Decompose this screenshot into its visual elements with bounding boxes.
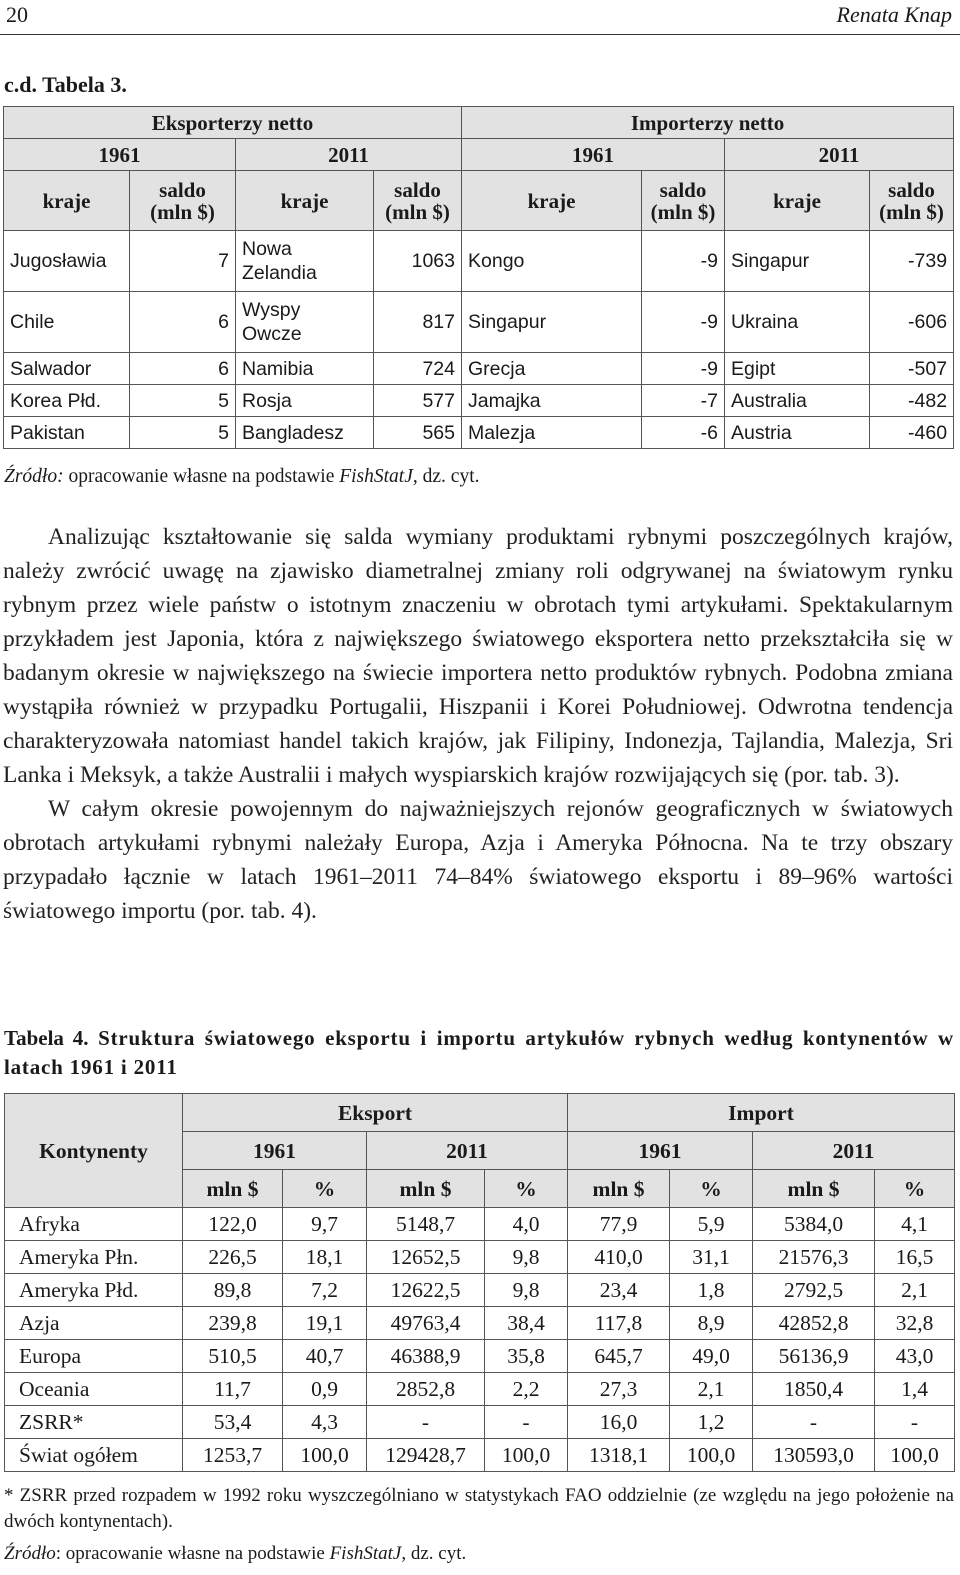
table-row: Oceania 11,7 0,9 2852,8 2,2 27,3 2,1 1850,4 1,4 — [5, 1373, 955, 1406]
header-year: 1961 — [568, 1132, 753, 1170]
header-unit: % — [875, 1170, 955, 1208]
table-row: Europa 510,5 40,7 46388,9 35,8 645,7 49,0 56136,9 43,0 — [5, 1340, 955, 1373]
header-unit: mln $ — [568, 1170, 670, 1208]
header-year: 2011 — [753, 1132, 955, 1170]
table-row: Salwador 6 Namibia 724 Grecja -9 Egipt -507 — [4, 353, 954, 385]
table-row: Pakistan 5 Bangladesz 565 Malezja -6 Austria -460 — [4, 417, 954, 449]
table-row: Afryka 122,0 9,7 5148,7 4,0 77,9 5,9 5384,0 4,1 — [5, 1208, 955, 1241]
header-saldo: saldo (mln $) — [870, 171, 954, 231]
table3-source: Źródło: opracowanie własne na podstawie FishStatJ, dz. cyt. — [4, 466, 480, 487]
table3 — [3, 106, 954, 449]
table-row: Świat ogółem 1253,7 100,0 129428,7 100,0 1318,1 100,0 130593,0 100,0 — [5, 1439, 955, 1472]
header-year: 2011 — [367, 1132, 568, 1170]
header-saldo: saldo (mln $) — [130, 171, 236, 231]
table-row: Chile 6 Wyspy Owcze 817 Singapur -9 Ukraina -606 — [4, 292, 954, 353]
header-exporters: Eksporterzy netto — [4, 107, 462, 139]
header-year: 1961 — [462, 139, 725, 171]
header-saldo: saldo (mln $) — [642, 171, 725, 231]
header-saldo: saldo (mln $) — [374, 171, 462, 231]
table-row: Ameryka Płd. 89,8 7,2 12622,5 9,8 23,4 1,8 2792,5 2,1 — [5, 1274, 955, 1307]
table-row: Korea Płd. 5 Rosja 577 Jamajka -7 Australia -482 — [4, 385, 954, 417]
table-row: Ameryka Płn. 226,5 18,1 12652,5 9,8 410,0 31,1 21576,3 16,5 — [5, 1241, 955, 1274]
header-country: kraje — [725, 171, 870, 231]
table-row: Azja 239,8 19,1 49763,4 38,4 117,8 8,9 42852,8 32,8 — [5, 1307, 955, 1340]
table3-caption: c.d. Tabela 3. — [4, 72, 127, 97]
header-unit: % — [283, 1170, 367, 1208]
paragraph: W całym okresie powojennym do najważniejszych rejonów geograficznych w światowych obrotach artykułami rybnymi należały Europa, Azja i Ameryka Północna. Na te trzy obszary przypadało łącznie w latach 1961–2011 74–84% światowego eksportu i 89–96% wartości światowego importu (por. tab. 4). — [3, 796, 953, 924]
header-country: kraje — [462, 171, 642, 231]
header-unit: mln $ — [753, 1170, 875, 1208]
header-export: Eksport — [183, 1094, 568, 1132]
header-year: 2011 — [236, 139, 462, 171]
header-unit: % — [485, 1170, 568, 1208]
header-unit: mln $ — [367, 1170, 485, 1208]
table-row: Jugosławia 7 Nowa Zelandia 1063 Kongo -9 Singapur -739 — [4, 231, 954, 292]
header-unit: mln $ — [183, 1170, 283, 1208]
header-unit: % — [670, 1170, 753, 1208]
header-continents: Kontynenty — [5, 1094, 183, 1208]
header-year: 1961 — [4, 139, 236, 171]
header-importers: Importerzy netto — [462, 107, 954, 139]
running-head-author: Renata Knap — [836, 2, 952, 27]
page-number: 20 — [6, 2, 28, 27]
table4-source: Źródło: opracowanie własne na podstawie FishStatJ, dz. cyt. — [4, 1543, 467, 1564]
table4-footnote: * ZSRR przed rozpadem w 1992 roku wyszczególniano w statystykach FAO oddzielnie (ze względu na jego położenie na dwóch kontynentach). — [4, 1485, 954, 1532]
header-year: 1961 — [183, 1132, 367, 1170]
page-header — [0, 0, 960, 35]
body-text — [3, 520, 953, 928]
table-row: ZSRR* 53,4 4,3 - - 16,0 1,2 - - — [5, 1406, 955, 1439]
table4-caption: Tabela 4. Struktura światowego eksportu i importu artykułów rybnych według kontynentów w latach 1961 i 2011 — [4, 1026, 954, 1079]
header-country: kraje — [236, 171, 374, 231]
header-year: 2011 — [725, 139, 954, 171]
paragraph: Analizując kształtowanie się salda wymiany produktami rybnymi poszczególnych krajów, należy zwrócić uwagę na zjawisko diametralnej zmiany roli odgrywanej na światowym rynku rybnym przez wiele państw o istotnym znaczeniu w obrotach tymi artykułami. Spektakularnym przykładem jest Japonia, która z największego światowego eksportera netto przekształciła się w badanym okresie w największego na świecie importera netto produktów rybnych. Podobna zmiana wystąpiła również w przypadku Portugalii, Hiszpanii i Korei Południowej. Odwrotna tendencja charakteryzowała natomiast handel takich krajów, jak Filipiny, Indonezja, Tajlandia, Malezja, Sri Lanka i Meksyk, a także Australii i małych wyspiarskich krajów rozwijających się (por. tab. 3). — [3, 524, 953, 788]
table4 — [4, 1093, 955, 1472]
header-import: Import — [568, 1094, 955, 1132]
header-country: kraje — [4, 171, 130, 231]
